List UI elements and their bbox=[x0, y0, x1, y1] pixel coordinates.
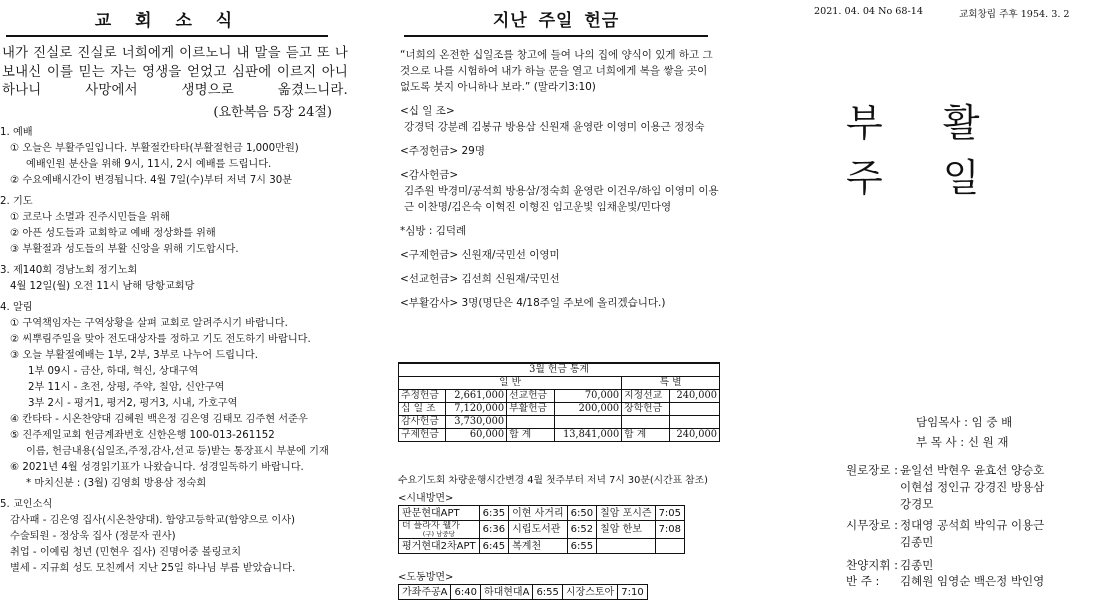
bus-time: 6:50 bbox=[567, 506, 596, 521]
bus-time: 6:52 bbox=[567, 521, 596, 539]
scripture-verse: 내가 진실로 진실로 너희에게 이르노니 내 말을 듣고 또 나 보내신 이를 믿는 자는 영생을 얻었고 심판에 이르지 아니하나니 사망에서 생명으로 옮겼느니라. bbox=[2, 46, 348, 98]
bus-stop: 복계천 bbox=[509, 539, 567, 554]
table-cell bbox=[507, 416, 554, 429]
news-item: ⑥ 2021년 4월 성경읽기표가 나왔습니다. 성경일독하기 바랍니다. bbox=[10, 461, 304, 473]
news-item: ④ 칸타타 - 시온찬양대 김혜원 백은정 김은영 김태모 김주현 서준우 bbox=[10, 413, 308, 425]
section-heading: 4. 알림 bbox=[0, 301, 33, 313]
offering-column bbox=[390, 0, 722, 598]
table-row bbox=[399, 506, 685, 521]
bus-time: 6:55 bbox=[567, 539, 596, 554]
bus-time bbox=[655, 539, 684, 554]
active-elders-names bbox=[900, 517, 1044, 551]
elders-emeritus-names bbox=[900, 462, 1044, 513]
tithe-names: 강경덕 강분례 김봉규 방용삼 신원재 윤영란 이영미 이용근 정정숙 bbox=[404, 121, 705, 133]
table-cell: 부활헌금 bbox=[507, 403, 554, 416]
bus-time: 7:10 bbox=[618, 585, 647, 600]
city-route-label: <시내방면> bbox=[398, 493, 454, 504]
weekly-offering: <주정헌금> 29명 bbox=[400, 145, 486, 157]
table-cell: 2,661,000 bbox=[446, 390, 507, 403]
table-cell: 240,000 bbox=[669, 390, 719, 403]
news-item: 4월 12일(월) 오전 11시 남해 당항교회당 bbox=[10, 280, 195, 292]
table-cell: 주정헌금 bbox=[399, 390, 446, 403]
service-time: 1부 09시 - 금산, 하대, 혁신, 상대구역 bbox=[28, 365, 199, 377]
bus-stop: 칠암 포시즌 bbox=[597, 506, 655, 521]
table-cell: 7,120,000 bbox=[446, 403, 507, 416]
news-item: 취업 - 이예림 청년 (민현우 집사) 진명어중 볼링코치 bbox=[10, 546, 242, 558]
bus-time: 6:36 bbox=[479, 521, 508, 539]
choir-director-label: 찬양지휘 : bbox=[846, 558, 898, 572]
elders-emeritus-label: 원로장로 : bbox=[846, 463, 898, 477]
news-item: ② 씨뿌림주일을 맞아 전도대상자를 정하고 기도 전도하기 바랍니다. bbox=[10, 333, 311, 345]
bus-stop bbox=[399, 521, 480, 539]
table-row bbox=[399, 521, 685, 539]
section-heading: 3. 제140회 경남노회 정기노회 bbox=[0, 264, 138, 276]
easter-offering: <부활감사> 3명(명단은 4/18주일 주보에 올리겠습니다.) bbox=[400, 297, 666, 309]
names-line: 강경모 bbox=[900, 497, 934, 511]
bus-stop: 시립도서관 bbox=[509, 521, 567, 539]
table-cell: 감사헌금 bbox=[399, 416, 446, 429]
bus-time: 7:08 bbox=[655, 521, 684, 539]
bus-stop: 칠암 한보 bbox=[597, 521, 655, 539]
bus-stop: 가좌주공A bbox=[399, 585, 451, 600]
table-cell: 구제헌금 bbox=[399, 429, 446, 442]
table-cell bbox=[622, 416, 669, 429]
news-item-cont: * 마치신분 : (3월) 김영희 방용삼 정숙희 bbox=[26, 477, 207, 489]
dodong-bus-table bbox=[398, 584, 648, 600]
table-cell: 합 계 bbox=[507, 429, 554, 442]
bus-stop-name: 더 플라자 웰가 bbox=[402, 521, 460, 531]
table-cell: 70,000 bbox=[554, 390, 622, 403]
bus-stop: 판문현대APT bbox=[399, 506, 480, 521]
news-item: ① 오늘은 부활주일입니다. 부활절칸타타(부활절헌금 1,000만원) bbox=[10, 142, 299, 154]
news-item: ② 아픈 성도들과 교회학교 예배 정상화를 위해 bbox=[10, 227, 216, 239]
news-item: ③ 부활절과 성도들의 부활 신앙을 위해 기도합시다. bbox=[10, 243, 239, 255]
news-item: ② 수요예배시간이 변경됩니다. 4월 7일(수)부터 저녁 7시 30분 bbox=[10, 174, 293, 186]
table-cell bbox=[669, 416, 719, 429]
bus-stop: 이현 사거리 bbox=[509, 506, 567, 521]
bus-time: 7:05 bbox=[655, 506, 684, 521]
bus-stop-sub: (구) 남중당 bbox=[422, 530, 455, 538]
bus-schedule-note: 수요기도회 차량운행시간변경 4월 첫주부터 저녁 7시 30분(시간표 참조) bbox=[398, 475, 708, 486]
table-cell bbox=[669, 403, 719, 416]
section-prayer bbox=[0, 194, 358, 258]
section-heading: 1. 예배 bbox=[0, 126, 33, 138]
offering-title: 지난 주일 헌금 bbox=[404, 6, 708, 37]
bus-stop: 시장스토아 bbox=[562, 585, 617, 600]
church-news-title: 교 회 소 식 bbox=[6, 6, 328, 37]
table-cell: 선교헌금 bbox=[507, 390, 554, 403]
service-time: 2부 11시 - 초전, 상평, 주약, 칠암, 신안구역 bbox=[28, 381, 225, 393]
names-line: 정대영 공석희 박익규 이용근 bbox=[900, 518, 1045, 532]
news-item-cont: 예배인원 분산을 위해 9시, 11시, 2시 예배를 드립니다. bbox=[26, 158, 272, 170]
active-elders-label: 시무장로 : bbox=[846, 518, 898, 532]
news-item: 별세 - 지규희 성도 모친께서 지난 25일 하나님 부름 받았습니다. bbox=[10, 562, 296, 574]
accompanist-names: 김혜원 임영순 백은정 박인영 bbox=[900, 574, 1045, 588]
section-worship bbox=[0, 125, 358, 189]
senior-pastor: 담임목사 : 임 중 배 bbox=[916, 415, 1013, 429]
dodong-route-label: <도동방면> bbox=[398, 572, 454, 583]
bus-stop: 하대현대A bbox=[480, 585, 532, 600]
service-time: 3부 2시 - 평거1, 평거2, 평거3, 시내, 가호구역 bbox=[28, 397, 238, 409]
table-cell: 3,730,000 bbox=[446, 416, 507, 429]
monthly-offering-table bbox=[398, 362, 720, 442]
table-row bbox=[399, 403, 720, 416]
table-cell: 합 계 bbox=[622, 429, 669, 442]
thanks-heading: <감사헌금> bbox=[400, 169, 459, 181]
tithe-heading: <십 일 조> bbox=[400, 105, 455, 117]
news-item: ⑤ 진주제일교회 헌금계좌번호 신한은행 100-013-261152 bbox=[10, 429, 275, 441]
table-cell: 200,000 bbox=[554, 403, 622, 416]
bus-time: 6:35 bbox=[479, 506, 508, 521]
church-news-column bbox=[0, 0, 358, 577]
section-heading: 2. 기도 bbox=[0, 195, 33, 207]
bus-time: 6:55 bbox=[533, 585, 562, 600]
names-line: 이현섭 정인규 강경진 방용삼 bbox=[900, 480, 1045, 494]
news-item: 수술퇴원 - 정상욱 집사 (정문자 권사) bbox=[10, 530, 176, 542]
bus-stop bbox=[597, 539, 655, 554]
table-header-special: 특 별 bbox=[622, 377, 720, 390]
relief-offering: <구제헌금> 신원재/국민선 이영미 bbox=[400, 249, 560, 261]
table-title: 3월 헌금 통계 bbox=[399, 363, 720, 377]
scripture-reference: (요한복음 5장 24절) bbox=[213, 104, 332, 120]
table-header-general: 일 반 bbox=[399, 377, 622, 390]
offering-verse: “너희의 온전한 십일조를 창고에 들여 나의 집에 양식이 있게 하고 그것으로 나를 시험하여 내가 하늘 문을 열고 너희에게 복을 쌓을 곳이 없도록 붓지 아니하나 보라.” (말라기3:10) bbox=[400, 49, 713, 93]
table-cell: 60,000 bbox=[446, 429, 507, 442]
bus-time: 6:40 bbox=[451, 585, 480, 600]
sunday-title: 부 활 주 일 bbox=[846, 101, 1004, 200]
choir-director-name: 김종민 bbox=[900, 558, 934, 572]
thanks-names: 김주원 박경미/공석희 방용삼/정숙희 윤영란 이건우/하임 이영미 이용근 이찬명/김은숙 이혁진 이형진 임고운빛 임채운빛/민다영 bbox=[404, 185, 719, 213]
bus-stop: 평거현대2차APT bbox=[399, 539, 480, 554]
section-presbytery bbox=[0, 263, 358, 295]
table-row bbox=[399, 429, 720, 442]
section-member-news bbox=[0, 497, 358, 577]
names-line: 윤일선 박현우 윤효선 양승호 bbox=[900, 463, 1045, 477]
table-cell: 장학헌금 bbox=[622, 403, 669, 416]
news-item: ① 코로나 소멸과 진주시민들을 위해 bbox=[10, 211, 170, 223]
accompanist-label: 반 주 : bbox=[846, 574, 880, 588]
mission-offering: <선교헌금> 김선희 신원재/국민선 bbox=[400, 273, 560, 285]
table-row bbox=[399, 416, 720, 429]
table-cell: 지정선교 bbox=[622, 390, 669, 403]
section-heading: 5. 교인소식 bbox=[0, 498, 53, 510]
visitation-offering: *심방 : 김덕례 bbox=[400, 225, 467, 237]
table-row bbox=[399, 539, 685, 554]
bus-time: 6:45 bbox=[479, 539, 508, 554]
associate-pastor: 부 목 사 : 신 원 재 bbox=[916, 435, 1009, 449]
names-line: 김종민 bbox=[900, 535, 934, 549]
news-item: ③ 오늘 부활절예배는 1부, 2부, 3부로 나누어 드립니다. bbox=[10, 349, 258, 361]
table-cell bbox=[554, 416, 622, 429]
table-cell: 240,000 bbox=[669, 429, 719, 442]
news-item: ① 구역책임자는 구역상황을 살펴 교회로 알려주시기 바랍니다. bbox=[10, 317, 288, 329]
table-row bbox=[399, 390, 720, 403]
table-cell: 13,841,000 bbox=[554, 429, 622, 442]
issue-date: 2021. 04. 04 No 68-14 bbox=[814, 6, 923, 17]
news-item: 감사패 - 김은영 집사(시온찬양대). 함양고등학교(함양으로 이사) bbox=[10, 514, 296, 526]
news-item-cont: 이름, 헌금내용(십일조,주정,감사,선교 등)받는 통장표시 부분에 기재 bbox=[26, 445, 329, 457]
founding-date: 교회창립 주후 1954. 3. 2 bbox=[959, 9, 1070, 20]
section-notices bbox=[0, 300, 358, 492]
city-bus-table bbox=[398, 505, 685, 554]
table-cell: 십 일 조 bbox=[399, 403, 446, 416]
table-row bbox=[399, 585, 648, 600]
